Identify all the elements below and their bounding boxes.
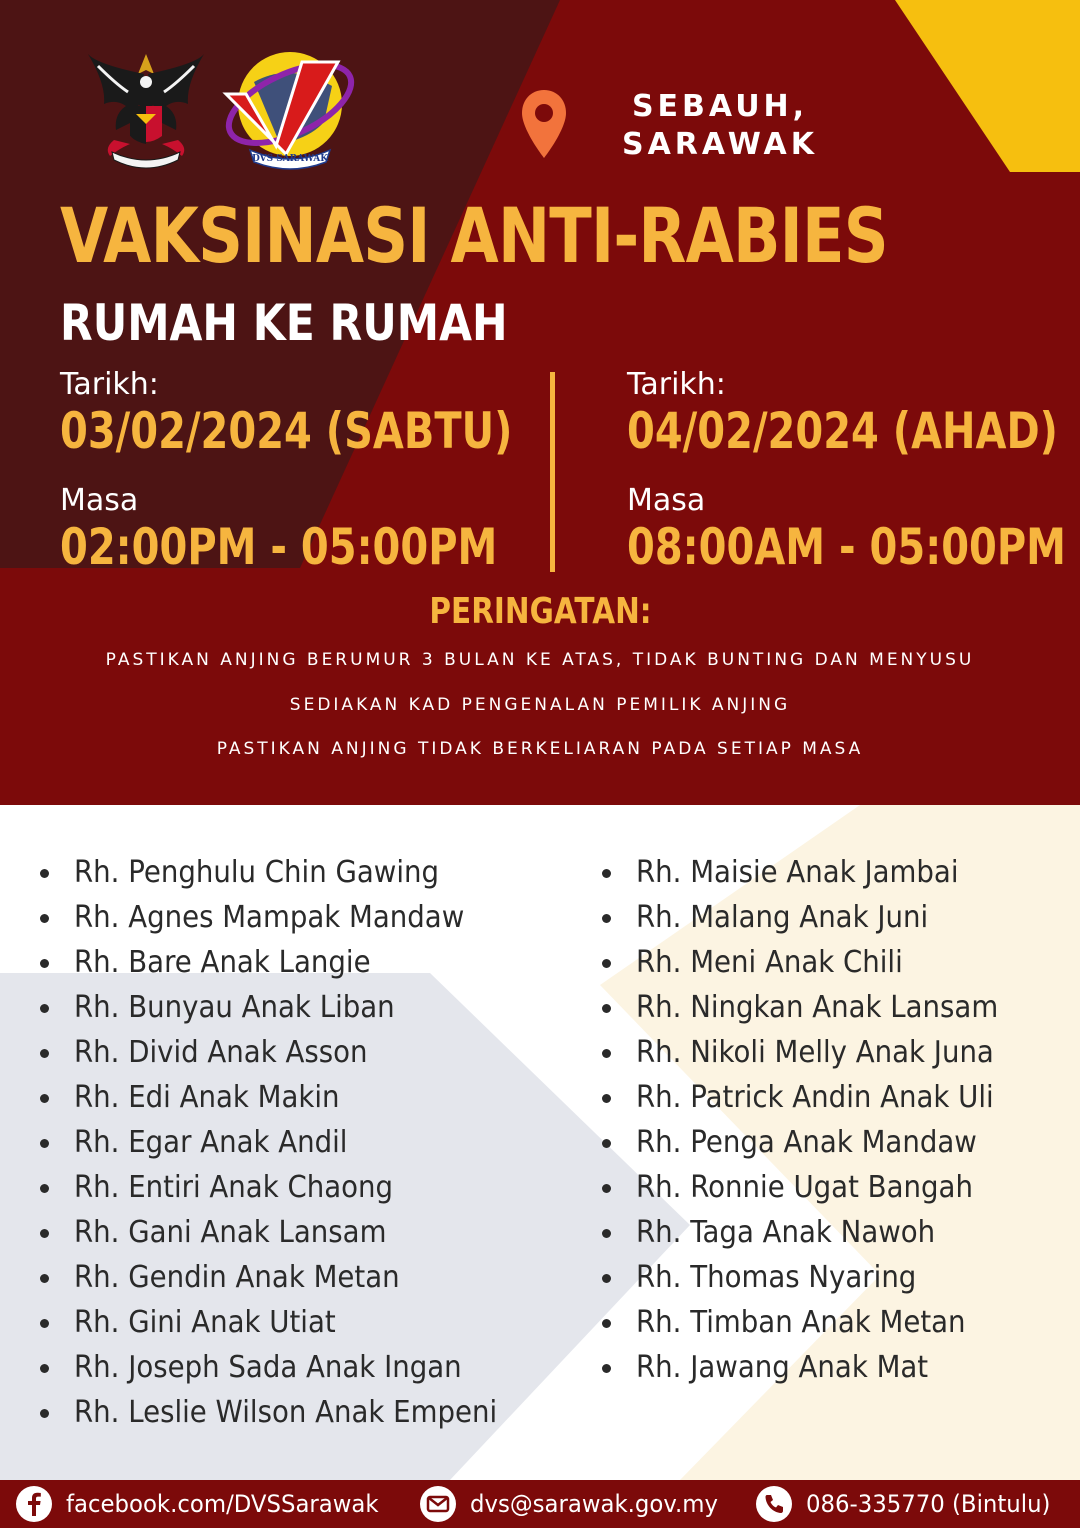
- list-item: Rh. Ronnie Ugat Bangah: [602, 1165, 1030, 1210]
- phone-icon: [756, 1486, 792, 1522]
- location-pin-icon: [520, 88, 568, 160]
- list-item: Rh. Malang Anak Juni: [602, 895, 1030, 940]
- list-item: Rh. Thomas Nyaring: [602, 1255, 1030, 1300]
- list-item: Rh. Bunyau Anak Liban: [40, 985, 534, 1030]
- time-label: Masa: [60, 483, 139, 518]
- list-item: Rh. Gini Anak Utiat: [40, 1300, 534, 1345]
- list-item: Rh. Bare Anak Langie: [40, 940, 534, 985]
- time-value: 02:00PM - 05:00PM: [60, 518, 498, 576]
- reminder-note: PASTIKAN ANJING TIDAK BERKELIARAN PADA SETIAP MASA: [216, 739, 864, 759]
- list-item: Rh. Gendin Anak Metan: [40, 1255, 534, 1300]
- list-item: Rh. Ningkan Anak Lansam: [602, 985, 1030, 1030]
- phone-text: 086-335770 (Bintulu): [806, 1490, 1051, 1518]
- date-value: 04/02/2024 (AHAD): [627, 402, 1058, 460]
- facebook-link[interactable]: [16, 1484, 395, 1524]
- email-link[interactable]: [420, 1484, 731, 1524]
- list-item: Rh. Patrick Andin Anak Uli: [602, 1075, 1030, 1120]
- list-item: Rh. Gani Anak Lansam: [40, 1210, 534, 1255]
- list-item: Rh. Taga Anak Nawoh: [602, 1210, 1030, 1255]
- list-item: Rh. Penga Anak Mandaw: [602, 1120, 1030, 1165]
- list-item: Rh. Egar Anak Andil: [40, 1120, 534, 1165]
- facebook-text: facebook.com/DVSSarawak: [66, 1490, 379, 1518]
- page-subtitle: RUMAH KE RUMAH: [60, 294, 508, 352]
- list-item: Rh. Penghulu Chin Gawing: [40, 850, 534, 895]
- list-item: Rh. Nikoli Melly Anak Juna: [602, 1030, 1030, 1075]
- reminder-note: SEDIAKAN KAD PENGENALAN PEMILIK ANJING: [289, 695, 791, 715]
- list-item: Rh. Edi Anak Makin: [40, 1075, 534, 1120]
- schedule-day-2: [627, 368, 1080, 576]
- house-list-right: [602, 850, 1030, 1390]
- date-label: Tarikh:: [60, 367, 159, 402]
- list-item: Rh. Agnes Mampak Mandaw: [40, 895, 534, 940]
- phone-link[interactable]: [756, 1484, 1063, 1524]
- dvs-sarawak-logo: [220, 42, 360, 172]
- facebook-icon: [16, 1486, 52, 1522]
- email-text: dvs@sarawak.gov.my: [470, 1490, 719, 1518]
- time-value: 08:00AM - 05:00PM: [627, 518, 1066, 576]
- location-line-1: SEBAUH,: [631, 89, 809, 124]
- schedule-day-1: [60, 368, 625, 576]
- reminder-heading-text: PERINGATAN:: [428, 591, 652, 632]
- contact-footer: [0, 1480, 1080, 1528]
- date-value: 03/02/2024 (SABTU): [60, 402, 513, 460]
- date-label: Tarikh:: [627, 367, 726, 402]
- list-item: Rh. Meni Anak Chili: [602, 940, 1030, 985]
- dvs-logo-text: DVS SARAWAK: [251, 154, 329, 164]
- list-item: Rh. Joseph Sada Anak Ingan: [40, 1345, 534, 1390]
- list-item: Rh. Leslie Wilson Anak Empeni: [40, 1390, 534, 1435]
- coat-of-arms-logo: [86, 44, 206, 174]
- list-item: Rh. Entiri Anak Chaong: [40, 1165, 534, 1210]
- location-text: [580, 88, 860, 164]
- list-item: Rh. Divid Anak Asson: [40, 1030, 534, 1075]
- list-item: Rh. Jawang Anak Mat: [602, 1345, 1030, 1390]
- location-line-2: SARAWAK: [621, 127, 818, 162]
- house-list-left: [40, 850, 534, 1435]
- list-item: Rh. Timban Anak Metan: [602, 1300, 1030, 1345]
- time-label: Masa: [627, 483, 706, 518]
- page-title: VAKSINASI ANTI-RABIES: [60, 191, 888, 280]
- list-item: Rh. Maisie Anak Jambai: [602, 850, 1030, 895]
- mail-icon: [420, 1486, 456, 1522]
- reminder-heading: [0, 588, 1080, 636]
- schedule-divider: [550, 372, 555, 572]
- reminder-note: PASTIKAN ANJING BERUMUR 3 BULAN KE ATAS, TIDAK BUNTING DAN MENYUSU: [105, 650, 975, 670]
